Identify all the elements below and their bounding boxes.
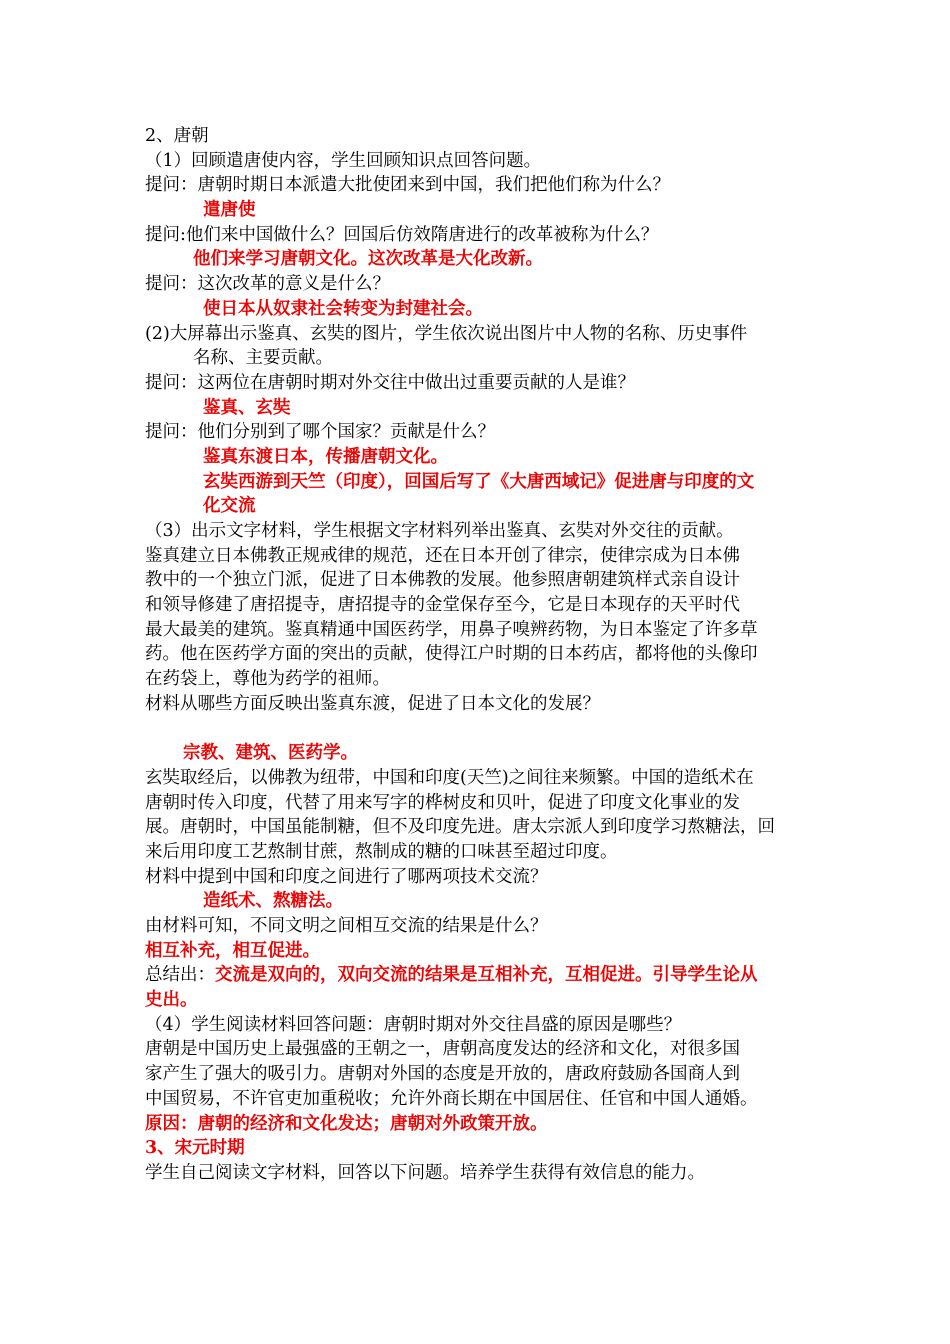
reason-answer: 原因：唐朝的经济和文化发达；唐朝对外政策开放。 bbox=[145, 1113, 548, 1134]
question-3: 提问：这次改革的意义是什么？ bbox=[145, 274, 390, 295]
subsection-1-title: （1）回顾遣唐使内容，学生回顾知识点回答问题。 bbox=[145, 150, 542, 171]
material-line: 玄奘取经后，以佛教为纽带，中国和印度(天竺)之间往来频繁。中国的造纸术在 bbox=[145, 767, 754, 788]
material-line: 展。唐朝时，中国虽能制糖，但不及印度先进。唐太宗派人到印度学习熬糖法，回 bbox=[145, 817, 775, 838]
material-line: 家产生了强大的吸引力。唐朝对外国的态度是开放的，唐政府鼓励各国商人到 bbox=[145, 1064, 740, 1085]
question-1: 提问：唐朝时期日本派遣大批使团来到中国，我们把他们称为什么？ bbox=[145, 175, 670, 196]
section-heading-tang: 2、唐朝 bbox=[145, 126, 209, 146]
summary-text: 交流是双向的，双向交流的结果是互相补充，互相促进。引导学生论从 bbox=[215, 965, 758, 986]
subsection-3-title: （3）出示文字材料，学生根据文字材料列举出鉴真、玄奘对外交往的贡献。 bbox=[145, 521, 734, 541]
blank-line bbox=[145, 717, 810, 742]
answer-8: 相互补充，相互促进。 bbox=[145, 940, 320, 961]
summary-line-2: 史出。 bbox=[145, 990, 198, 1011]
question-4: 提问：这两位在唐朝时期对外交往中做出过重要贡献的人是谁？ bbox=[145, 372, 635, 393]
material-line: 中国贸易，不许官吏加重税收；允许外商长期在中国居住、任官和中国人通婚。 bbox=[145, 1088, 758, 1109]
document-body bbox=[145, 124, 810, 1186]
material-line: 来后用印度工艺熬制甘蔗，熬制成的糖的口味甚至超过印度。 bbox=[145, 841, 618, 862]
question-2: 提问:他们来中国做什么？回国后仿效隋唐进行的改革被称为什么？ bbox=[145, 224, 659, 245]
answer-1: 遣唐使 bbox=[203, 200, 256, 221]
material-line: 唐朝是中国历史上最强盛的王朝之一，唐朝高度发达的经济和文化，对很多国 bbox=[145, 1039, 740, 1060]
closing-line: 学生自己阅读文字材料，回答以下问题。培养学生获得有效信息的能力。 bbox=[145, 1162, 705, 1183]
material-line: 唐朝时传入印度，代替了用来写字的桦树皮和贝叶，促进了印度文化事业的发 bbox=[145, 792, 740, 813]
answer-2: 他们来学习唐朝文化。这次改革是大化改新。 bbox=[193, 249, 543, 270]
answer-5-xuanzang-line-1: 玄奘西游到天竺（印度），回国后写了《大唐西域记》促进唐与印度的文 bbox=[203, 471, 755, 492]
question-6: 材料从哪些方面反映出鉴真东渡，促进了日本文化的发展？ bbox=[145, 693, 600, 714]
question-7: 材料中提到中国和印度之间进行了哪两项技术交流？ bbox=[145, 866, 548, 887]
answer-5-jianzhen: 鉴真东渡日本，传播唐朝文化。 bbox=[203, 446, 448, 467]
material-reasons bbox=[145, 1037, 810, 1111]
section-heading-song-yuan: 3、宋元时期 bbox=[145, 1138, 245, 1159]
material-xuanzang bbox=[145, 766, 810, 865]
summary-label: 总结出： bbox=[145, 965, 215, 986]
material-line: 最大最美的建筑。鉴真精通中国医药学，用鼻子嗅辨药物，为日本鉴定了许多草 bbox=[145, 619, 758, 640]
summary-line-1 bbox=[145, 963, 810, 988]
material-jianzhen bbox=[145, 544, 810, 692]
material-line: 在药袋上，尊他为药学的祖师。 bbox=[145, 669, 390, 690]
material-line: 药。他在医药学方面的突出的贡献，使得江户时期的日本药店，都将他的头像印 bbox=[145, 644, 758, 665]
subsection-2-line-2: 名称、主要贡献。 bbox=[193, 348, 333, 369]
answer-4: 鉴真、玄奘 bbox=[203, 397, 291, 418]
answer-7: 造纸术、熬糖法。 bbox=[203, 891, 343, 912]
answer-5-xuanzang-line-2: 化交流 bbox=[203, 496, 256, 517]
subsection-4-title: （4）学生阅读材料回答问题：唐朝时期对外交往昌盛的原因是哪些？ bbox=[145, 1014, 682, 1035]
material-line: 鉴真建立日本佛教正规戒律的规范，还在日本开创了律宗，使律宗成为日本佛 bbox=[145, 545, 740, 566]
material-line: 教中的一个独立门派，促进了日本佛教的发展。他参照唐朝建筑样式亲自设计 bbox=[145, 570, 740, 591]
answer-3: 使日本从奴隶社会转变为封建社会。 bbox=[203, 298, 483, 319]
question-5: 提问：他们分别到了哪个国家？贡献是什么？ bbox=[145, 422, 495, 443]
material-line: 和领导修建了唐招提寺，唐招提寺的金堂保存至今，它是日本现存的天平时代 bbox=[145, 595, 740, 616]
answer-6: 宗教、建筑、医药学。 bbox=[183, 743, 358, 764]
subsection-2-line-1: (2)大屏幕出示鉴真、玄奘的图片，学生依次说出图片中人物的名称、历史事件 bbox=[145, 323, 748, 344]
question-8: 由材料可知，不同文明之间相互交流的结果是什么？ bbox=[145, 916, 548, 936]
